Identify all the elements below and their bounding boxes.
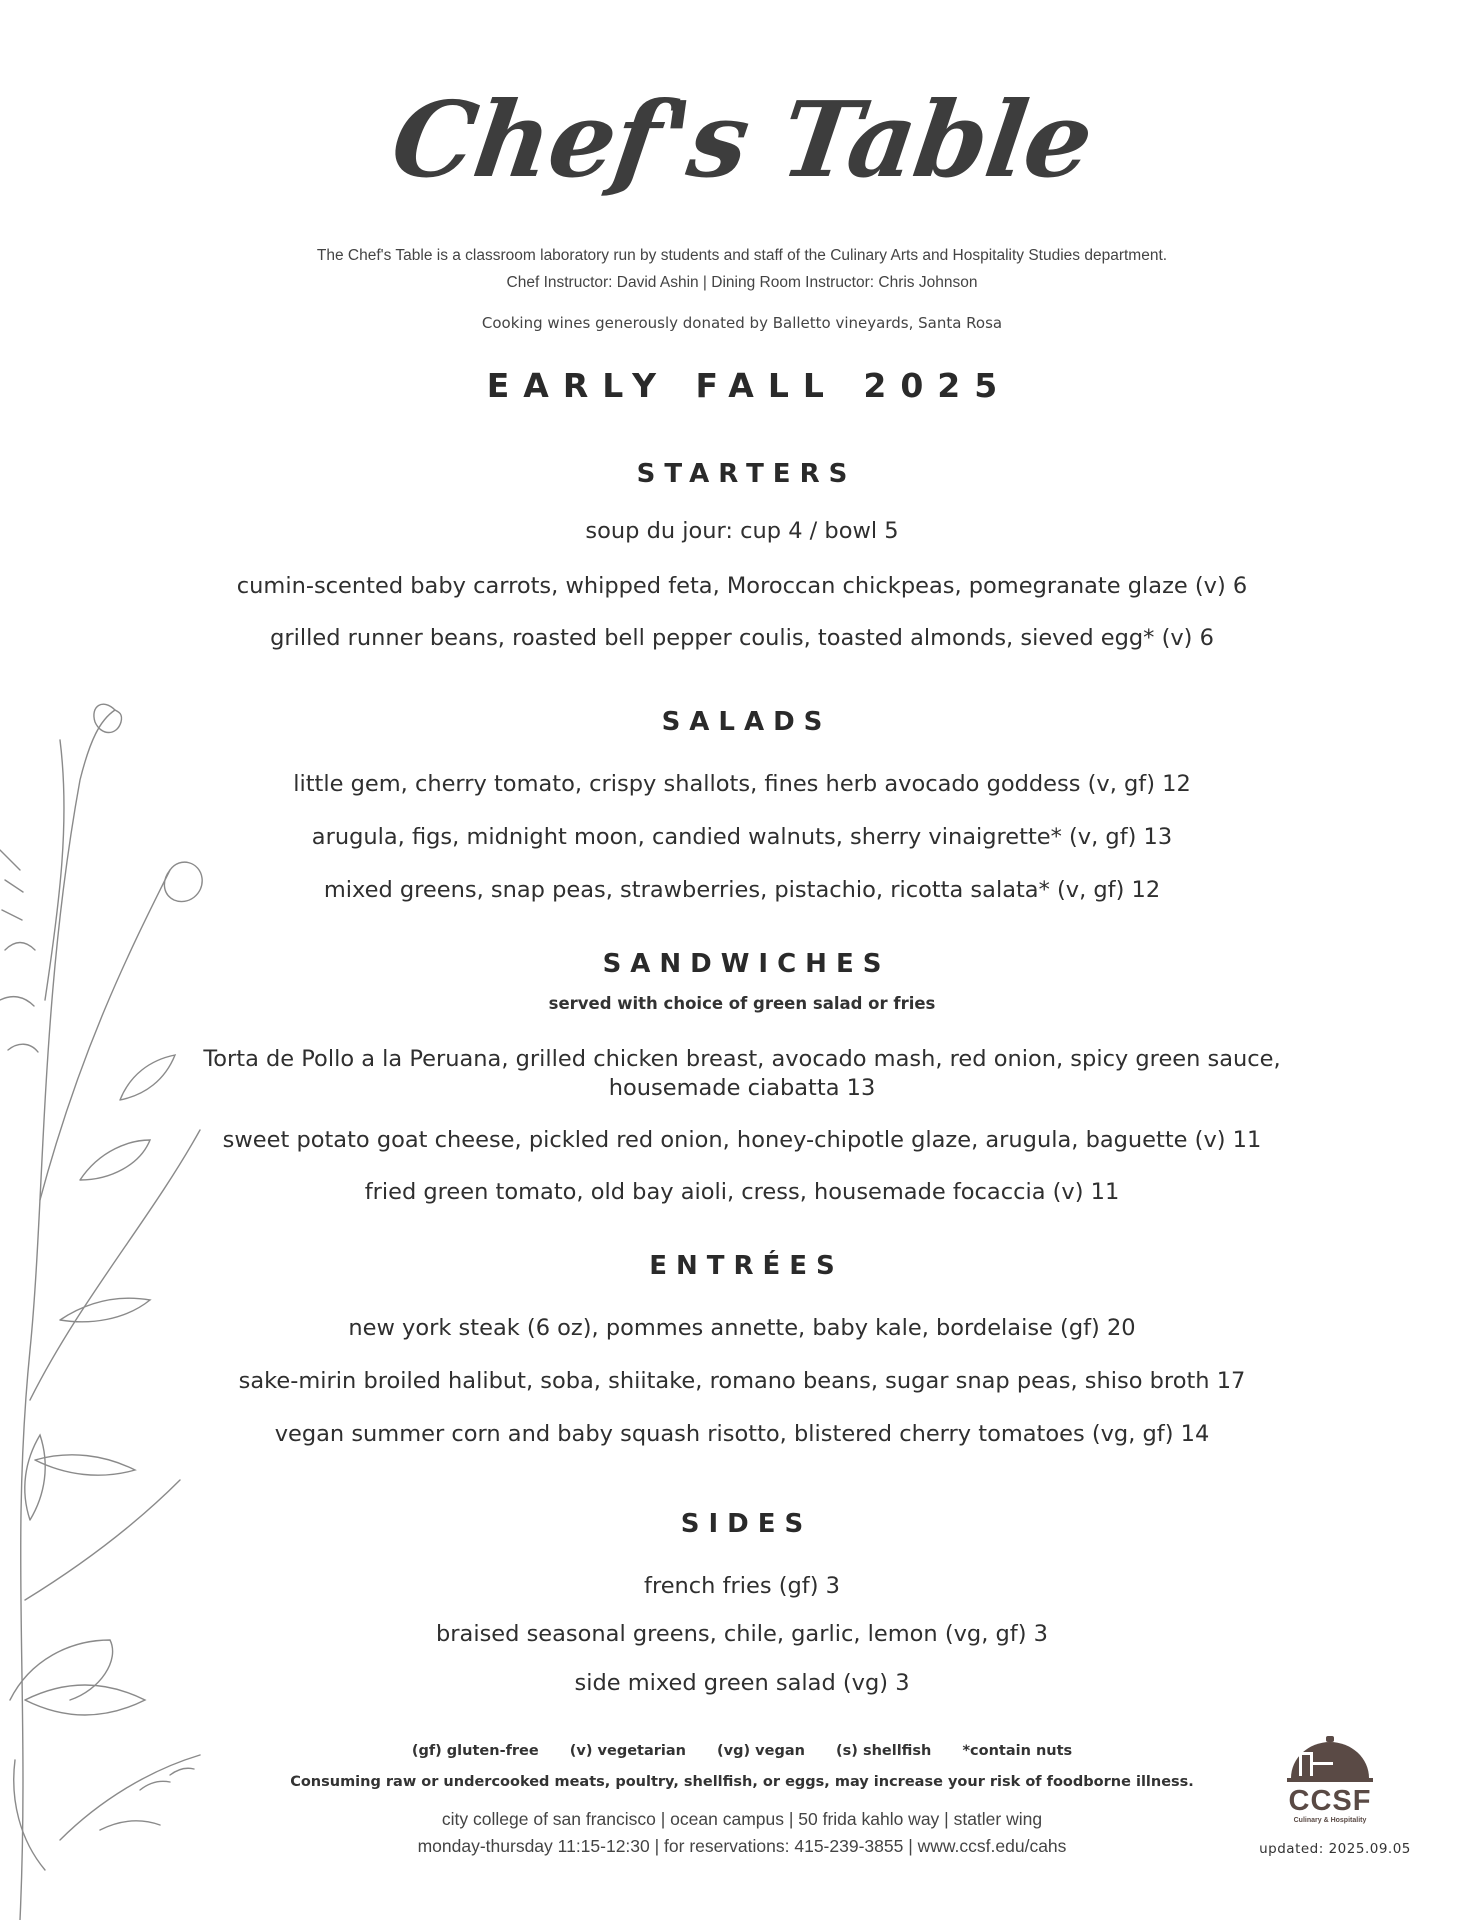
section-title-entrees: ENTRÉES: [649, 1251, 844, 1281]
donation-note: Cooking wines generously donated by Balletto vineyards, Santa Rosa: [481, 314, 1003, 332]
updated-date: updated: 2025.09.05: [1259, 1841, 1411, 1857]
legend-item: (gf) gluten-free: [411, 1743, 539, 1759]
legend-item: (vg) vegan: [717, 1743, 805, 1759]
menu-item: braised seasonal greens, chile, garlic, lemon (vg, gf) 3: [436, 1621, 1048, 1647]
ccsf-logo: [1280, 1734, 1380, 1825]
intro-text: The Chef's Table is a classroom laboratory run by students and staff of the Culinary Arts and Hospitality Studies department.: [316, 247, 1168, 264]
section-title-starters: STARTERS: [636, 459, 857, 489]
menu-item: mixed greens, snap peas, strawberries, pistachio, ricotta salata* (v, gf) 12: [323, 877, 1161, 903]
menu-item: cumin-scented baby carrots, whipped feta, Moroccan chickpeas, pomegranate glaze (v) 6: [236, 573, 1248, 599]
menu-item: Torta de Pollo a la Peruana, grilled chicken breast, avocado mash, red onion, spicy green sauce, housemade ciabatta 13: [203, 1046, 1281, 1101]
menu-item: arugula, figs, midnight moon, candied walnuts, sherry vinaigrette* (v, gf) 13: [311, 824, 1173, 850]
food-safety-warning: Consuming raw or undercooked meats, poultry, shellfish, or eggs, may increase your risk of foodborne illness.: [290, 1774, 1194, 1790]
dietary-legend: [0, 1739, 1484, 1763]
instructors-text: Chef Instructor: David Ashin | Dining Room Instructor: Chris Johnson: [506, 274, 978, 291]
hours-contact-line: monday-thursday 11:15-12:30 | for reservations: 415-239-3855 | www.ccsf.edu/cahs: [417, 1836, 1067, 1856]
sandwiches-note: served with choice of green salad or fries: [548, 994, 936, 1013]
address-line: city college of san francisco | ocean campus | 50 frida kahlo way | statler wing: [441, 1809, 1043, 1829]
season-heading: EARLY FALL 2025: [486, 366, 1012, 405]
legend-item: (s) shellfish: [836, 1743, 932, 1759]
section-title-sandwiches: SANDWICHES: [602, 949, 891, 979]
menu-item: side mixed green salad (vg) 3: [574, 1670, 910, 1696]
menu-item: new york steak (6 oz), pommes annette, baby kale, bordelaise (gf) 20: [348, 1315, 1136, 1341]
menu-item: vegan summer corn and baby squash risotto, blistered cherry tomatoes (vg, gf) 14: [274, 1421, 1210, 1447]
menu-title: Chef's Table: [384, 78, 1100, 201]
menu-item: sake-mirin broiled halibut, soba, shiitake, romano beans, sugar snap peas, shiso broth 17: [238, 1368, 1246, 1394]
section-title-salads: SALADS: [661, 707, 832, 737]
logo-subtext: Culinary & Hospitality: [1293, 1817, 1367, 1824]
menu-item: little gem, cherry tomato, crispy shallots, fines herb avocado goddess (v, gf) 12: [293, 771, 1191, 797]
logo-text: CCSF: [1288, 1785, 1372, 1817]
menu-item: fried green tomato, old bay aioli, cress, housemade focaccia (v) 11: [364, 1179, 1120, 1205]
menu-item: grilled runner beans, roasted bell pepper coulis, toasted almonds, sieved egg* (v) 6: [270, 625, 1214, 651]
legend-item: *contain nuts: [962, 1743, 1073, 1759]
menu-item: french fries (gf) 3: [644, 1573, 840, 1599]
section-title-sides: SIDES: [680, 1509, 813, 1539]
menu-item: soup du jour: cup 4 / bowl 5: [585, 518, 899, 544]
legend-item: (v) vegetarian: [569, 1743, 686, 1759]
cloche-icon: [1285, 1734, 1375, 1784]
menu-item: sweet potato goat cheese, pickled red onion, honey-chipotle glaze, arugula, baguette (v) 11: [222, 1127, 1262, 1153]
